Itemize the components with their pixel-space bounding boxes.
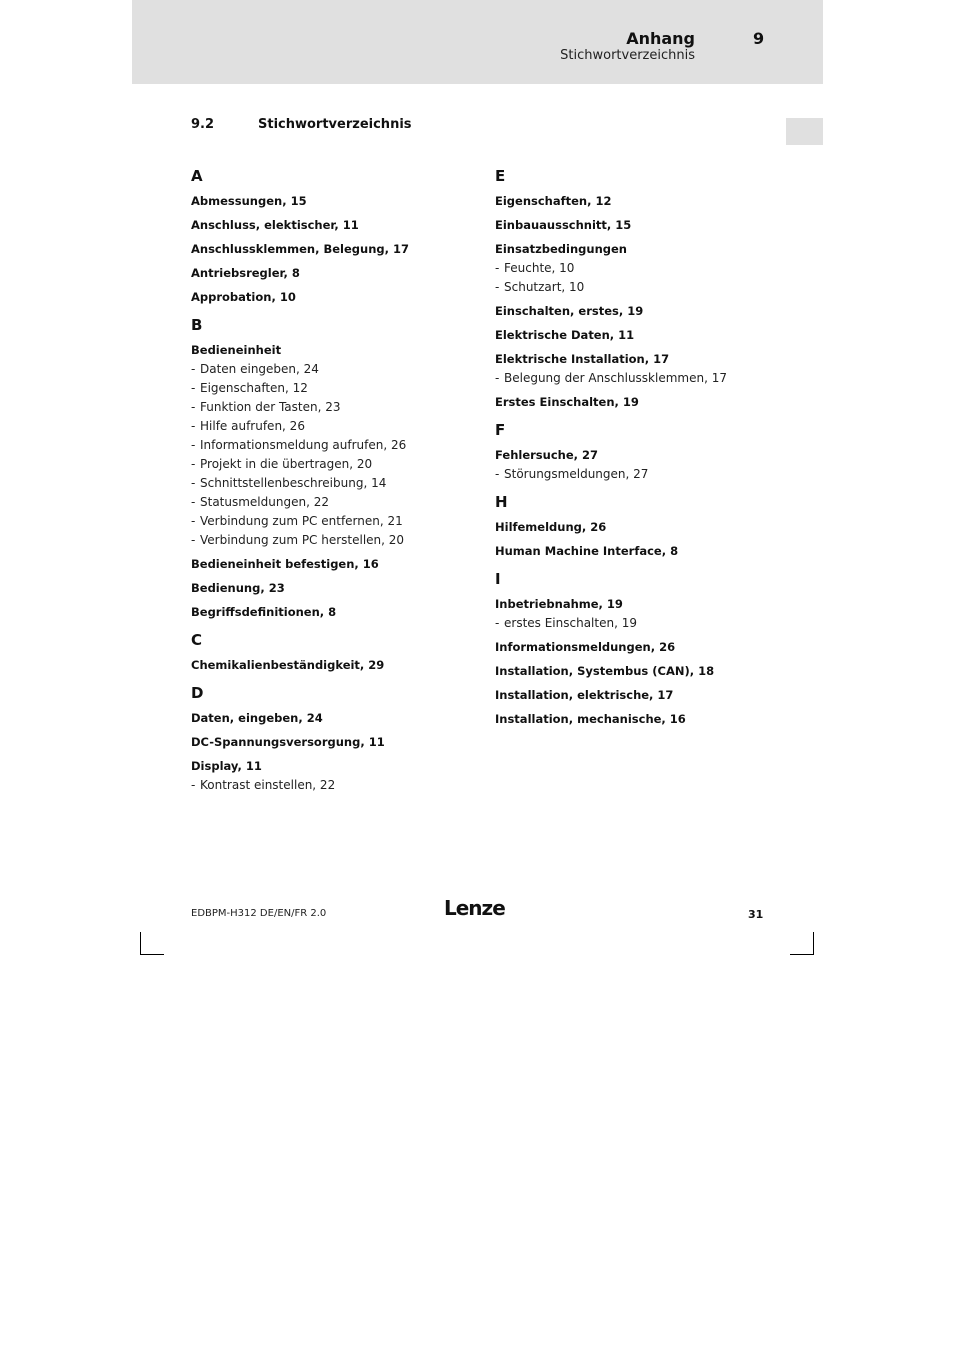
- header-band: [132, 0, 823, 84]
- index-letter-heading: H: [495, 493, 508, 511]
- index-entry: Antriebsregler, 8: [191, 266, 300, 280]
- index-entry: Daten, eingeben, 24: [191, 711, 323, 725]
- subentry-dash: -: [191, 778, 196, 792]
- index-letter-group: [191, 166, 481, 305]
- index-entry: Anschlussklemmen, Belegung, 17: [191, 242, 409, 256]
- index-subentry-text: Feuchte, 10: [504, 261, 575, 275]
- subentry-dash: -: [191, 457, 196, 471]
- index-subentry: [495, 279, 795, 295]
- chapter-subtitle: Stichwortverzeichnis: [560, 48, 695, 63]
- index-letter-heading: I: [495, 570, 501, 588]
- page-number: 31: [748, 908, 764, 921]
- index-letter-heading: C: [191, 631, 203, 649]
- crop-mark-left-horizontal: [140, 954, 164, 955]
- index-subentry: [191, 418, 481, 434]
- index-entry: Abmessungen, 15: [191, 194, 307, 208]
- index-letter-group: [495, 420, 795, 482]
- index-subentry-text: Störungsmeldungen, 27: [504, 467, 649, 481]
- index-entry: Installation, Systembus (CAN), 18: [495, 664, 715, 678]
- subentry-dash: -: [495, 261, 500, 275]
- subentry-dash: -: [495, 371, 500, 385]
- index-subentry-text: Daten eingeben, 24: [200, 362, 319, 376]
- index-subentry-text: Belegung der Anschlussklemmen, 17: [504, 371, 727, 385]
- index-subentry: [495, 466, 795, 482]
- index-subentry-text: Hilfe aufrufen, 26: [200, 419, 305, 433]
- index-entry: Hilfemeldung, 26: [495, 520, 607, 534]
- index-letter-group: [191, 315, 481, 620]
- subentry-dash: -: [495, 467, 500, 481]
- index-entry: Einsatzbedingungen: [495, 242, 627, 256]
- index-entry: Elektrische Daten, 11: [495, 328, 635, 342]
- index-entry: Eigenschaften, 12: [495, 194, 612, 208]
- index-subentry-text: Eigenschaften, 12: [200, 381, 308, 395]
- index-subentry-text: Projekt in die übertragen, 20: [200, 457, 373, 471]
- index-entry: Bedienung, 23: [191, 581, 285, 595]
- subentry-dash: -: [191, 476, 196, 490]
- index-letter-group: [495, 569, 795, 727]
- index-letter-heading: D: [191, 684, 204, 702]
- index-subentry-text: erstes Einschalten, 19: [504, 616, 637, 630]
- index-column-right: [495, 166, 795, 727]
- index-subentry: [191, 399, 481, 415]
- subentry-dash: -: [191, 419, 196, 433]
- subentry-dash: -: [495, 280, 500, 294]
- index-subentry: [191, 513, 481, 529]
- chapter-number: 9: [753, 29, 765, 48]
- index-letter-group: [191, 630, 481, 673]
- index-subentry-text: Informationsmeldung aufrufen, 26: [200, 438, 407, 452]
- subentry-dash: -: [191, 438, 196, 452]
- index-subentry: [191, 777, 481, 793]
- index-entry: Human Machine Interface, 8: [495, 544, 679, 558]
- subentry-dash: -: [191, 400, 196, 414]
- crop-mark-left-vertical: [140, 932, 141, 954]
- index-entry: Bedieneinheit befestigen, 16: [191, 557, 379, 571]
- index-subentry: [191, 456, 481, 472]
- chapter-side-tab: [786, 118, 823, 145]
- subentry-dash: -: [191, 495, 196, 509]
- lenze-logo: Lenze: [444, 896, 505, 920]
- index-letter-heading: F: [495, 421, 506, 439]
- index-subentry: [495, 370, 795, 386]
- index-entry: Fehlersuche, 27: [495, 448, 599, 462]
- index-entry: Einbauausschnitt, 15: [495, 218, 632, 232]
- index-subentry-text: Verbindung zum PC entfernen, 21: [200, 514, 403, 528]
- chapter-title: Anhang: [626, 29, 695, 48]
- index-entry: Elektrische Installation, 17: [495, 352, 670, 366]
- index-subentry-text: Funktion der Tasten, 23: [200, 400, 341, 414]
- index-subentry: [191, 361, 481, 377]
- index-entry: Installation, mechanische, 16: [495, 712, 686, 726]
- section-title: Stichwortverzeichnis: [258, 117, 412, 132]
- section-number: 9.2: [191, 117, 215, 132]
- subentry-dash: -: [191, 514, 196, 528]
- index-letter-group: [495, 492, 795, 559]
- index-subentry: [191, 532, 481, 548]
- index-subentry: [191, 380, 481, 396]
- index-subentry: [191, 475, 481, 491]
- index-entry: Display, 11: [191, 759, 262, 773]
- index-subentry-text: Schnittstellenbeschreibung, 14: [200, 476, 387, 490]
- subentry-dash: -: [495, 616, 500, 630]
- index-subentry-text: Kontrast einstellen, 22: [200, 778, 336, 792]
- index-entry: Approbation, 10: [191, 290, 296, 304]
- index-letter-heading: E: [495, 167, 506, 185]
- index-entry: Informationsmeldungen, 26: [495, 640, 676, 654]
- index-entry: Bedieneinheit: [191, 343, 282, 357]
- subentry-dash: -: [191, 381, 196, 395]
- index-entry: Anschluss, elektischer, 11: [191, 218, 359, 232]
- index-subentry-text: Verbindung zum PC herstellen, 20: [200, 533, 405, 547]
- document-id: EDBPM-H312 DE/EN/FR 2.0: [191, 908, 327, 919]
- index-letter-heading: A: [191, 167, 203, 185]
- index-entry: Inbetriebnahme, 19: [495, 597, 623, 611]
- index-letter-group: [191, 683, 481, 793]
- index-column-left: [191, 166, 481, 793]
- crop-mark-right-horizontal: [790, 954, 814, 955]
- subentry-dash: -: [191, 533, 196, 547]
- index-subentry-text: Statusmeldungen, 22: [200, 495, 329, 509]
- index-entry: Begriffsdefinitionen, 8: [191, 605, 337, 619]
- index-entry: Erstes Einschalten, 19: [495, 395, 639, 409]
- index-entry: Chemikalienbeständigkeit, 29: [191, 658, 385, 672]
- index-subentry-text: Schutzart, 10: [504, 280, 585, 294]
- index-letter-group: [495, 166, 795, 410]
- index-subentry: [495, 260, 795, 276]
- crop-mark-right-vertical: [813, 932, 814, 954]
- index-entry: Einschalten, erstes, 19: [495, 304, 644, 318]
- index-subentry: [495, 615, 795, 631]
- index-subentry: [191, 494, 481, 510]
- index-entry: DC-Spannungsversorgung, 11: [191, 735, 385, 749]
- subentry-dash: -: [191, 362, 196, 376]
- index-letter-heading: B: [191, 316, 203, 334]
- index-entry: Installation, elektrische, 17: [495, 688, 674, 702]
- index-subentry: [191, 437, 481, 453]
